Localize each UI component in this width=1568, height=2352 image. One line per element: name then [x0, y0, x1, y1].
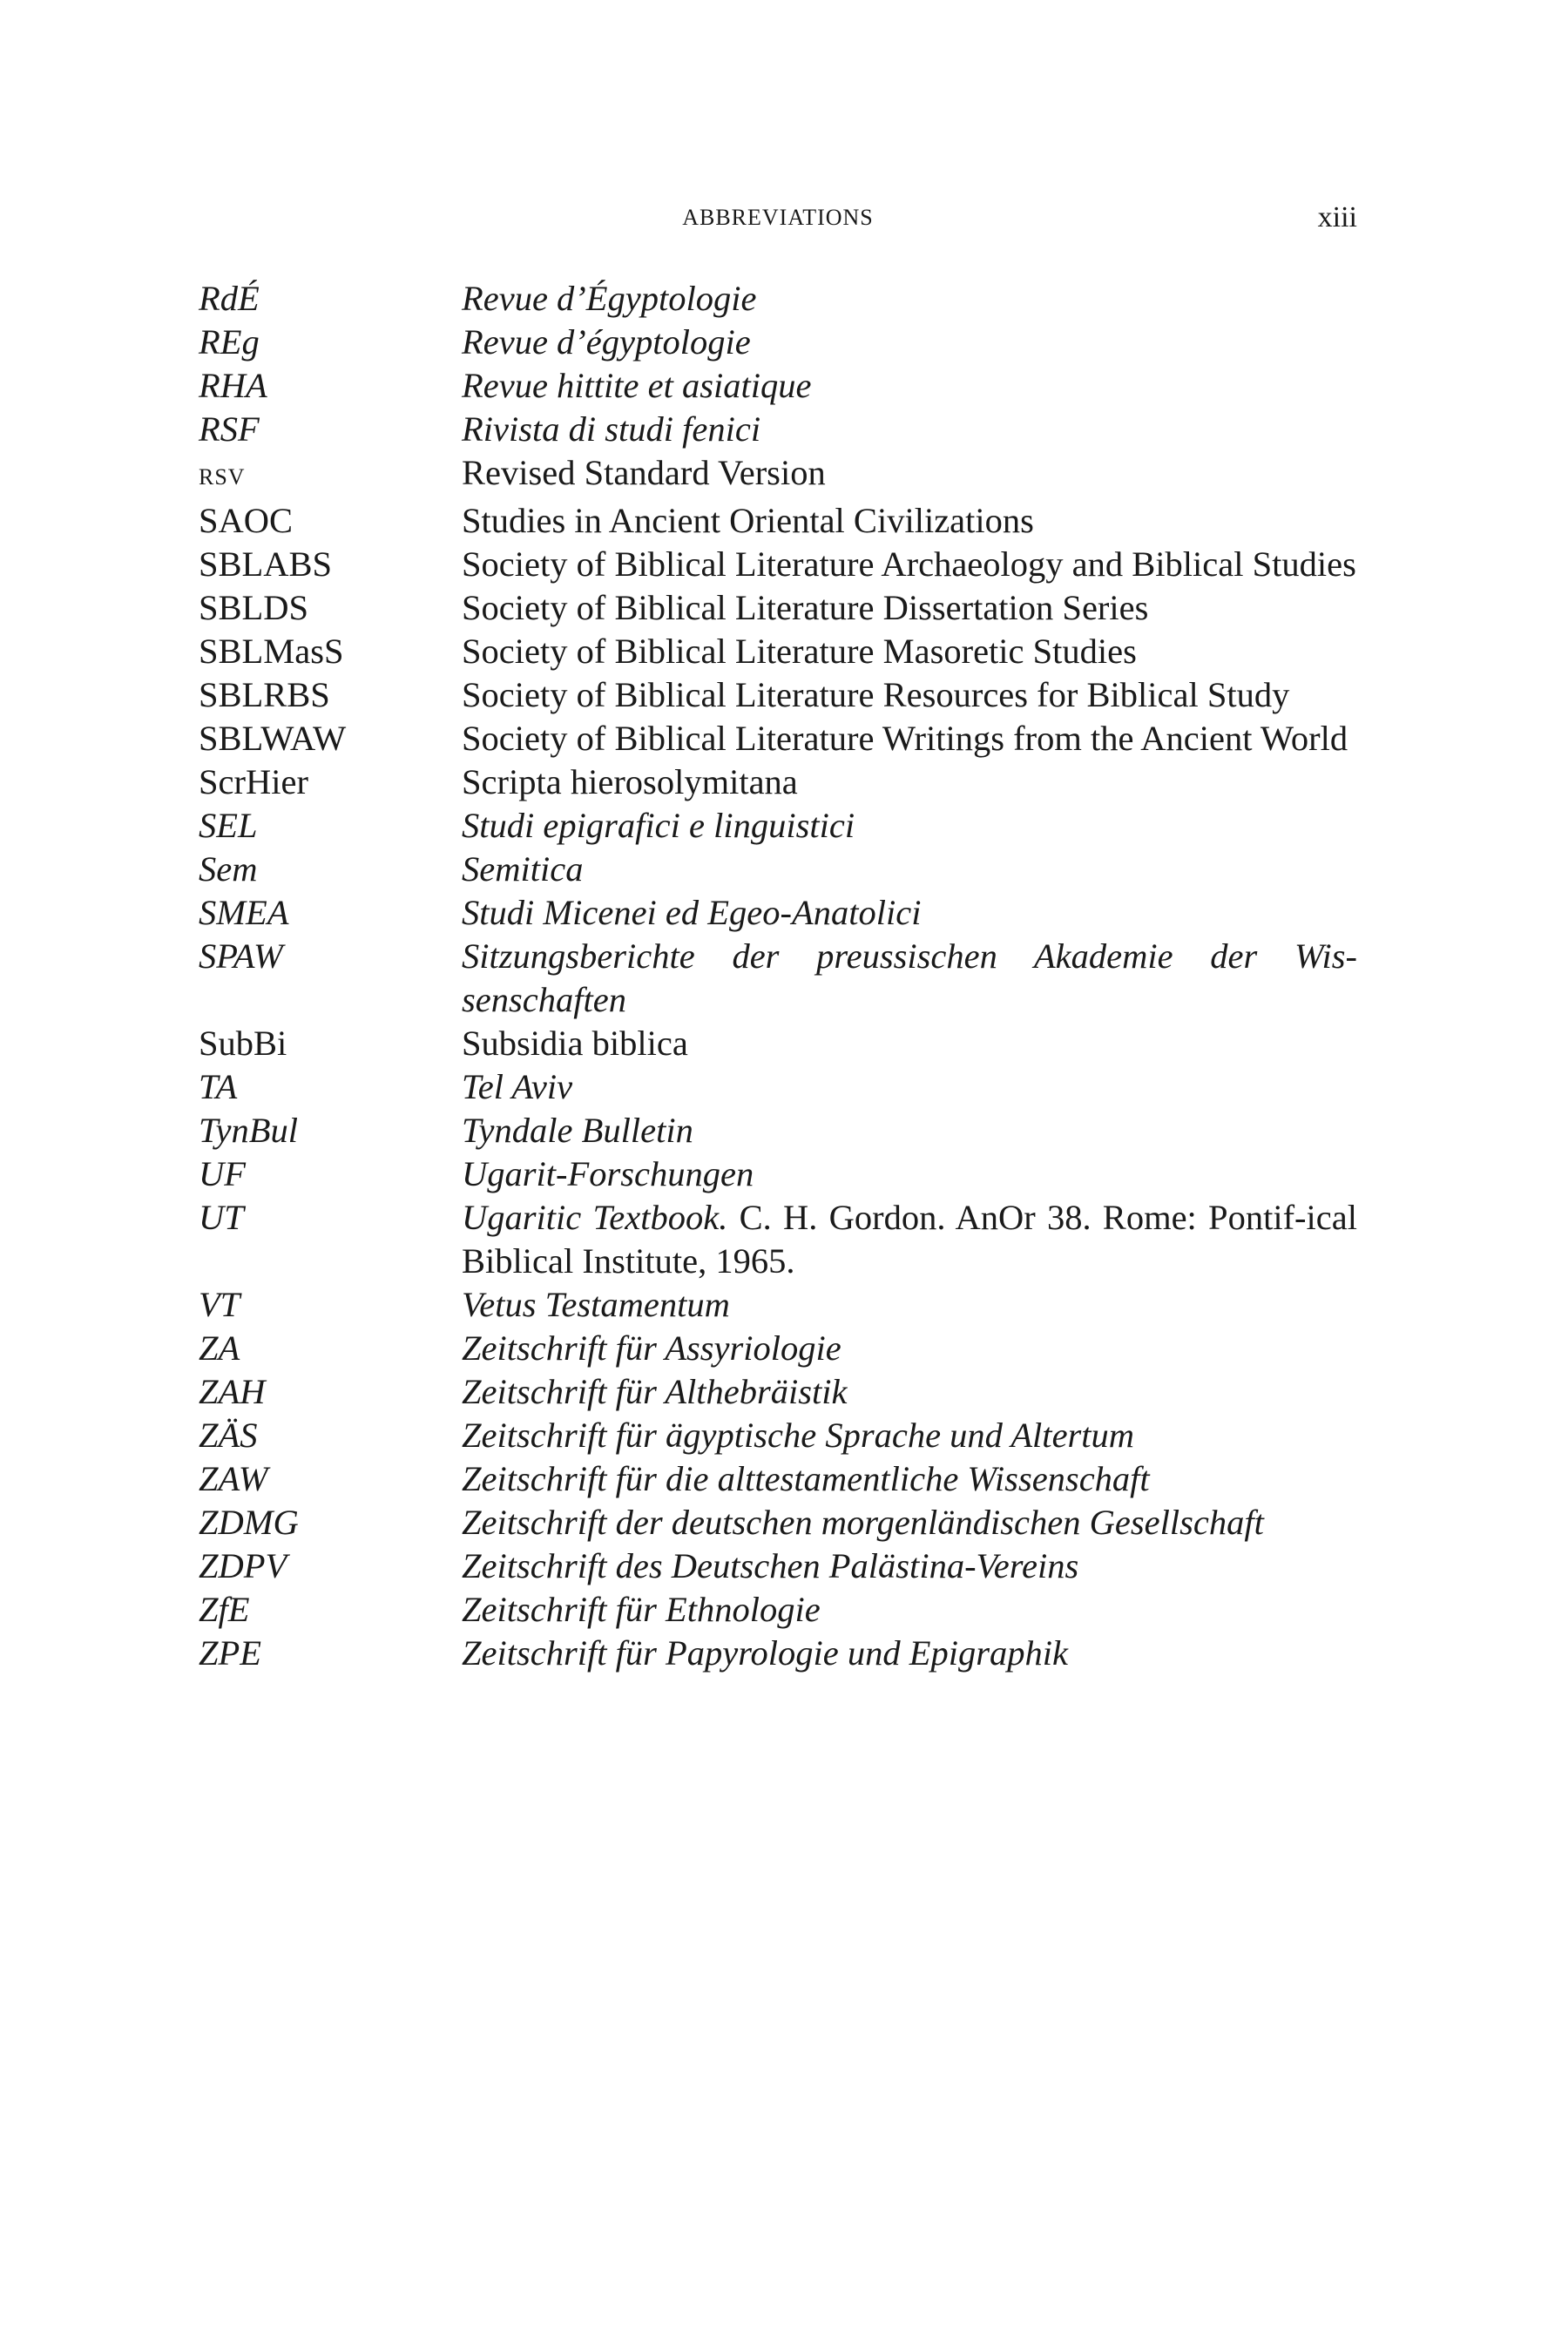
- abbreviation-definition: Zeitschrift für ägyptische Sprache und Altertum: [462, 1416, 1135, 1455]
- abbreviation-entry: [199, 891, 1357, 935]
- abbreviation-definition: Society of Biblical Literature Writings from the Ancient World: [462, 719, 1348, 758]
- abbreviation-definition: Zeitschrift der deutschen morgenländischen Gesellschaft: [462, 1503, 1264, 1542]
- abbreviation-entry: [199, 1196, 1357, 1283]
- abbreviation-entry: [199, 1457, 1357, 1501]
- abbreviation-entry: [199, 1588, 1357, 1632]
- abbreviation-term: ZÄS: [199, 1416, 258, 1455]
- abbreviation-definition: Zeitschrift für Althebräistik: [462, 1372, 848, 1411]
- abbreviation-entry: [199, 1327, 1357, 1370]
- abbreviation-entry: [199, 451, 1357, 499]
- abbreviation-term: REg: [199, 322, 260, 362]
- abbreviation-entry: [199, 499, 1357, 543]
- abbreviation-term: ScrHier: [199, 762, 308, 801]
- abbreviation-definition: Studies in Ancient Oriental Civilizations: [462, 501, 1034, 540]
- abbreviation-definition: Society of Biblical Literature Masoretic Studies: [462, 632, 1137, 671]
- abbreviation-entry: [199, 1632, 1357, 1675]
- abbreviation-term: UT: [199, 1198, 244, 1237]
- abbreviation-definition: Society of Biblical Literature Archaeology and Biblical Studies: [462, 544, 1356, 584]
- abbreviation-definition: Semitica: [462, 849, 584, 889]
- abbreviation-definition: Revue hittite et asiatique: [462, 366, 812, 405]
- abbreviation-term: TA: [199, 1067, 238, 1106]
- abbreviation-term: ZDPV: [199, 1546, 287, 1585]
- abbreviation-definition: Ugarit-Forschungen: [462, 1154, 754, 1193]
- abbreviation-definition: Zeitschrift für Ethnologie: [462, 1590, 821, 1629]
- running-head: [199, 200, 1357, 235]
- abbreviation-entry: [199, 1544, 1357, 1588]
- page-number: xiii: [1317, 201, 1357, 233]
- definition-details: C. H. Gordon. AnOr 38. Rome: Pontif-ical Biblical Institute, 1965.: [462, 1198, 1357, 1281]
- abbreviation-term: ZDMG: [199, 1503, 299, 1542]
- abbreviation-definition: Sitzungsberichte der preussischen Akademie der Wis-senschaften: [462, 936, 1357, 1019]
- abbreviation-entry: [199, 1501, 1357, 1544]
- abbreviation-entry: [199, 804, 1357, 848]
- abbreviation-definition: Society of Biblical Literature Dissertation Series: [462, 588, 1149, 627]
- abbreviation-entry: [199, 586, 1357, 630]
- abbreviation-entry: [199, 848, 1357, 891]
- running-title: ABBREVIATIONS: [682, 205, 874, 230]
- abbreviation-entry: [199, 630, 1357, 673]
- abbreviation-term: TynBul: [199, 1111, 298, 1150]
- abbreviation-definition: Scripta hierosolymitana: [462, 762, 798, 801]
- abbreviation-term: SubBi: [199, 1024, 287, 1063]
- abbreviation-definition: Revue d’Égyptologie: [462, 279, 757, 318]
- abbreviation-term: ZPE: [199, 1633, 262, 1673]
- abbreviation-definition: Rivista di studi fenici: [462, 409, 761, 449]
- abbreviation-definition: Zeitschrift für die alttestamentliche Wissenschaft: [462, 1459, 1150, 1498]
- abbreviation-definition: Zeitschrift für Papyrologie und Epigraphik: [462, 1633, 1068, 1673]
- abbreviation-entry: [199, 1065, 1357, 1109]
- abbreviation-entry: [199, 1022, 1357, 1065]
- abbreviation-entry: [199, 1370, 1357, 1414]
- definition-title: Ugaritic Textbook.: [462, 1198, 728, 1237]
- abbreviation-term: RdÉ: [199, 279, 260, 318]
- abbreviation-entry: [199, 673, 1357, 717]
- abbreviation-term: RHA: [199, 366, 267, 405]
- abbreviation-entry: [199, 717, 1357, 760]
- abbreviation-definition: Vetus Testamentum: [462, 1285, 730, 1324]
- abbreviation-definition: Subsidia biblica: [462, 1024, 688, 1063]
- abbreviation-definition: Tyndale Bulletin: [462, 1111, 693, 1150]
- abbreviation-term: SBLMasS: [199, 632, 344, 671]
- abbreviation-entry: [199, 935, 1357, 1022]
- abbreviation-definition: Tel Aviv: [462, 1067, 573, 1106]
- abbreviation-entry: [199, 364, 1357, 408]
- abbreviation-term: SAOC: [199, 501, 294, 540]
- abbreviation-term: ZAH: [199, 1372, 266, 1411]
- abbreviation-entry: [199, 408, 1357, 451]
- abbreviation-definition: Revue d’égyptologie: [462, 322, 751, 362]
- abbreviation-entry: [199, 1109, 1357, 1152]
- abbreviation-term: SBLRBS: [199, 675, 330, 714]
- abbreviation-list: [199, 277, 1357, 1675]
- abbreviation-term: SBLDS: [199, 588, 309, 627]
- abbreviation-definition: Zeitschrift für Assyriologie: [462, 1328, 841, 1368]
- abbreviation-definition: Society of Biblical Literature Resources for Biblical Study: [462, 675, 1290, 714]
- abbreviation-term: ZA: [199, 1328, 240, 1368]
- abbreviation-term: [199, 451, 462, 499]
- abbreviation-term: UF: [199, 1154, 246, 1193]
- abbreviation-entry: [199, 1414, 1357, 1457]
- abbreviation-term: SBLWAW: [199, 719, 347, 758]
- abbreviation-definition: [462, 1196, 1357, 1283]
- abbreviation-entry: [199, 760, 1357, 804]
- abbreviation-definition: Revised Standard Version: [462, 453, 826, 492]
- abbreviation-definition: Zeitschrift des Deutschen Palästina-Vereins: [462, 1546, 1079, 1585]
- abbreviation-definition: Studi Micenei ed Egeo-Anatolici: [462, 893, 922, 932]
- abbreviation-term: SEL: [199, 806, 258, 845]
- abbreviation-term: SPAW: [199, 936, 283, 976]
- abbreviation-definition: Studi epigrafici e linguistici: [462, 806, 855, 845]
- smallcaps-term: RSV: [199, 464, 246, 490]
- abbreviation-entry: [199, 543, 1357, 586]
- abbreviation-term: SMEA: [199, 893, 289, 932]
- abbreviation-term: VT: [199, 1285, 240, 1324]
- abbreviation-term: Sem: [199, 849, 258, 889]
- abbreviation-term: ZfE: [199, 1590, 250, 1629]
- abbreviation-entry: [199, 1283, 1357, 1327]
- abbreviation-term: ZAW: [199, 1459, 268, 1498]
- abbreviation-entry: [199, 277, 1357, 321]
- abbreviation-entry: [199, 1152, 1357, 1196]
- abbreviation-entry: [199, 321, 1357, 364]
- abbreviation-term: RSF: [199, 409, 260, 449]
- abbreviation-term: SBLABS: [199, 544, 333, 584]
